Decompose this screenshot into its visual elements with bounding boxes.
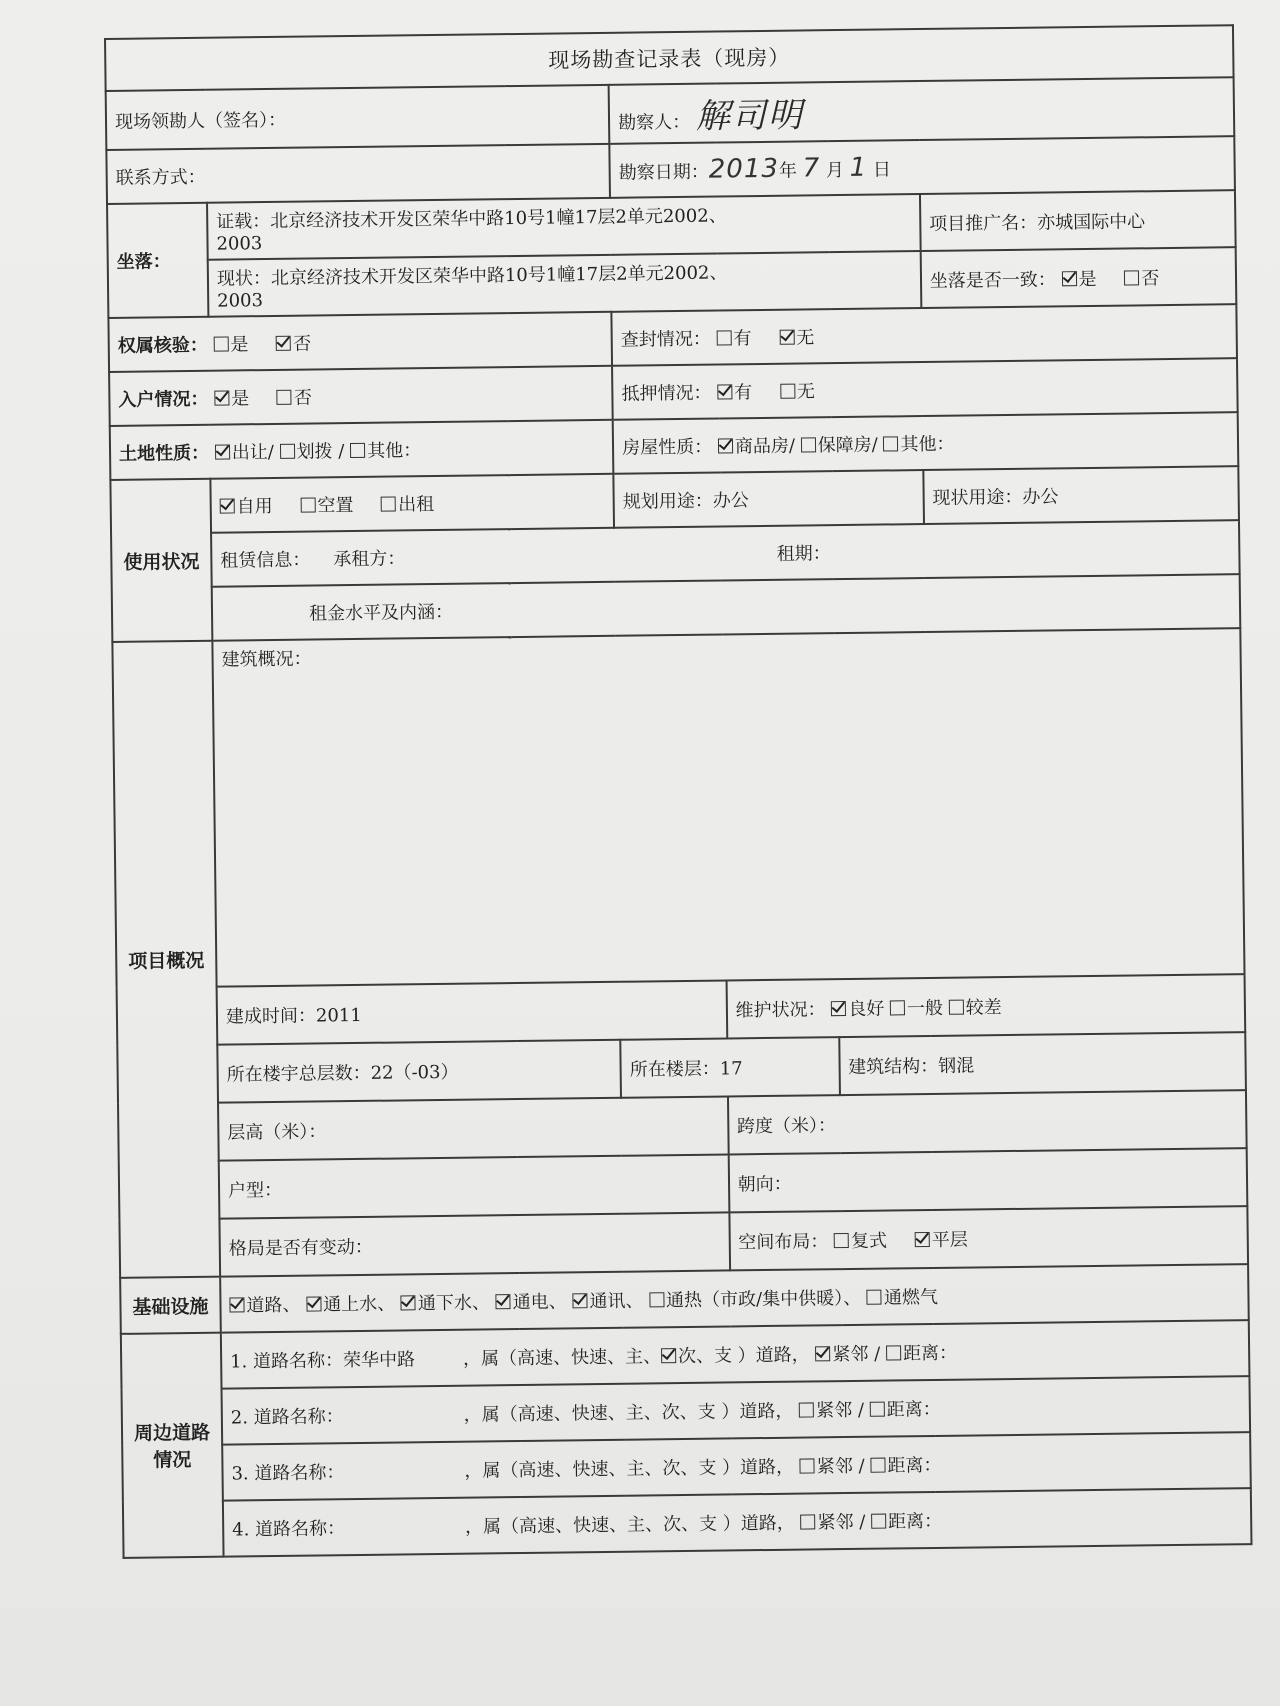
building-overview-field[interactable] <box>212 628 1244 987</box>
road-4-secondary-label: 次、 <box>662 1513 700 1536</box>
road-3-adjacent-checkbox[interactable] <box>800 1458 815 1473</box>
road-4-prefix: 4. 道路名称： <box>232 1518 346 1541</box>
actual-address-line1: 现状：北京经济技术开发区荣华中路10号1幢17层2单元2002、 <box>216 262 728 290</box>
road-1-name[interactable]: 荣华中路 <box>342 1349 416 1372</box>
rent-level-label: 租金水平及内涵： <box>308 601 454 625</box>
occupancy-label: 入户情况： <box>118 388 209 411</box>
land-other-label: 其他： <box>367 440 422 462</box>
road-1-tail-text: 支 ）道路， <box>713 1344 810 1367</box>
location-consistency <box>920 247 1236 308</box>
road-4-separator: / <box>859 1511 866 1533</box>
orientation-label: 朝向： <box>737 1173 792 1196</box>
house-row <box>613 412 1239 474</box>
span-label: 跨度（米）： <box>736 1115 837 1138</box>
maint-normal-label: 一般 <box>906 997 944 1020</box>
lessee-label: 承租方： <box>333 548 406 571</box>
road-3-grade-text: ，属（高速、快速、主、 <box>464 1458 663 1482</box>
road-4-tail-text: 支 ）道路， <box>698 1512 795 1535</box>
project-name: 项目推广名：亦城国际中心 <box>920 190 1236 251</box>
road-1-secondary-checkbox[interactable] <box>661 1348 676 1363</box>
house-commercial-checkbox[interactable] <box>718 438 733 453</box>
roads-section-line2: 情况 <box>153 1449 192 1472</box>
road-3-prefix: 3. 道路名称： <box>231 1462 345 1485</box>
infra-telecom-checkbox[interactable] <box>572 1293 587 1308</box>
infra-gas-checkbox[interactable] <box>867 1290 882 1305</box>
occupancy-no-label: 否 <box>293 387 313 409</box>
consistent-yes-label: 是 <box>1078 268 1097 290</box>
road-3-adjacent-label: 紧邻 <box>816 1455 853 1478</box>
ownership-no-checkbox[interactable] <box>276 336 291 351</box>
road-2-secondary-label: 次、 <box>661 1401 698 1424</box>
inspector-field[interactable] <box>609 77 1235 144</box>
occupancy-yes-checkbox[interactable] <box>214 390 229 405</box>
land-row <box>110 420 614 480</box>
infra-power-label: 通电、 <box>512 1291 567 1314</box>
mortgage-yes-checkbox[interactable] <box>717 384 732 399</box>
house-affordable-label: 保障房/ <box>817 434 878 457</box>
layout-change-label: 格局是否有变动： <box>228 1236 373 1260</box>
inspector-label: 勘察人： <box>618 111 691 134</box>
ownership-row <box>108 312 612 372</box>
date-field[interactable] <box>609 136 1235 198</box>
house-label: 房屋性质： <box>622 436 713 459</box>
maintenance-label: 维护状况： <box>735 999 826 1022</box>
spatial-layout-row <box>729 1206 1248 1270</box>
road-2-tail-text: 支 ）道路， <box>697 1400 794 1423</box>
infra-power-checkbox[interactable] <box>496 1294 511 1309</box>
road-1-distance-label: 距离： <box>902 1342 958 1365</box>
mortgage-label: 抵押情况： <box>621 382 712 405</box>
road-1-secondary-label: 次、 <box>677 1345 715 1368</box>
project-section-label: 项目概况 <box>112 641 220 1278</box>
infra-water-up-checkbox[interactable] <box>306 1296 321 1311</box>
road-3-secondary-label: 次、 <box>662 1457 699 1480</box>
road-4-name[interactable] <box>345 1533 465 1534</box>
occupancy-row <box>109 366 613 426</box>
infrastructure-section-label: 基础设施 <box>120 1277 221 1334</box>
seizure-yes-checkbox[interactable] <box>716 330 731 345</box>
infra-heat-checkbox[interactable] <box>649 1292 664 1307</box>
mortgage-yes-label: 有 <box>734 382 753 404</box>
land-label: 土地性质： <box>118 442 210 465</box>
seizure-no-label: 无 <box>796 327 815 349</box>
spatial-duplex-checkbox[interactable] <box>834 1233 849 1248</box>
vacant-label: 空置 <box>317 494 354 517</box>
mortgage-no-label: 无 <box>796 381 816 403</box>
date-year: 2013 <box>708 153 780 185</box>
road-2-adjacent-checkbox[interactable] <box>799 1402 814 1417</box>
span-field[interactable] <box>728 1090 1247 1154</box>
road-3-distance-checkbox[interactable] <box>870 1458 885 1473</box>
road-4-adjacent-label: 紧邻 <box>817 1511 854 1534</box>
road-2-distance-checkbox[interactable] <box>870 1402 885 1417</box>
road-1-prefix: 1. 道路名称： <box>230 1350 344 1373</box>
consistent-yes-checkbox[interactable] <box>1061 271 1076 286</box>
form-table <box>104 24 1252 1559</box>
lead-label: 现场领勘人（签名）： <box>114 109 287 133</box>
orientation-field[interactable] <box>728 1148 1247 1212</box>
infra-road-checkbox[interactable] <box>229 1297 244 1312</box>
house-commercial-label: 商品房/ <box>734 435 796 458</box>
house-other-label: 其他： <box>900 433 955 456</box>
current-floor: 所在楼层：17 <box>620 1037 839 1098</box>
inspector-signature: 解司明 <box>695 95 805 137</box>
roads-section-line1: 周边道路 <box>133 1421 211 1445</box>
lease-info-label: 租赁信息： <box>220 549 311 572</box>
roads-section-label <box>121 1333 224 1558</box>
consistent-no-label: 否 <box>1141 267 1160 289</box>
road-1-adjacent-label: 紧邻 <box>832 1343 869 1366</box>
date-day-unit: 日 <box>872 159 892 181</box>
date-year-unit: 年 <box>778 160 798 182</box>
road-2-grade-text: ，属（高速、快速、主、 <box>463 1402 662 1426</box>
lead-signature-field[interactable] <box>106 85 610 150</box>
cert-address-line2: 2003 <box>216 233 263 255</box>
cert-address <box>207 194 920 260</box>
road-4-grade-text: ，属（高速、快速、主、 <box>464 1514 664 1538</box>
rented-checkbox[interactable] <box>381 496 396 511</box>
unit-type-field[interactable] <box>219 1154 729 1218</box>
current-use: 现状用途：办公 <box>923 466 1239 524</box>
land-allocate-label: 划拨 / <box>296 441 345 463</box>
infra-telecom-label: 通讯、 <box>589 1290 644 1313</box>
road-4-distance-label: 距离： <box>887 1510 943 1533</box>
spatial-label: 空间布局： <box>738 1231 829 1254</box>
form-title: 现场勘查记录表（现房） <box>105 25 1234 91</box>
infra-heat-label: 通热（市政/集中供暖）、 <box>665 1287 862 1312</box>
actual-address-line2: 2003 <box>217 290 264 312</box>
road-1-distance-checkbox[interactable] <box>886 1345 901 1360</box>
vacant-checkbox[interactable] <box>300 497 315 512</box>
seizure-yes-label: 有 <box>733 328 752 350</box>
road-4-adjacent-checkbox[interactable] <box>800 1514 815 1529</box>
unit-type-label: 户型： <box>227 1179 283 1202</box>
road-4-distance-checkbox[interactable] <box>871 1514 886 1529</box>
date-month: 7 <box>802 153 821 184</box>
usage-options <box>210 474 614 533</box>
maint-poor-checkbox[interactable] <box>949 1000 964 1015</box>
land-other-checkbox[interactable] <box>350 443 365 458</box>
occupancy-yes-label: 是 <box>231 388 250 410</box>
road-2-separator: / <box>857 1399 865 1421</box>
road-3-distance-label: 距离： <box>887 1454 942 1477</box>
road-3-tail-text: 支 ）道路， <box>698 1456 795 1479</box>
ownership-yes-label: 是 <box>230 334 249 356</box>
land-transfer-checkbox[interactable] <box>215 444 230 459</box>
mortgage-row <box>612 358 1238 420</box>
infra-water-down-checkbox[interactable] <box>401 1295 416 1310</box>
usage-section-label: 使用状况 <box>110 479 212 642</box>
maint-good-label: 良好 <box>848 998 885 1020</box>
road-2-prefix: 2. 道路名称： <box>230 1406 344 1429</box>
maint-poor-label: 较差 <box>965 997 1002 1019</box>
date-month-unit: 月 <box>825 159 845 182</box>
seizure-no-checkbox[interactable] <box>779 330 794 345</box>
road-3-separator: / <box>858 1455 865 1477</box>
built-time: 建成时间：2011 <box>217 980 727 1044</box>
spatial-flat-label: 平层 <box>931 1229 968 1251</box>
floor-height-label: 层高（米）： <box>227 1121 327 1144</box>
road-2-adjacent-label: 紧邻 <box>816 1399 853 1422</box>
floor-height-field[interactable] <box>218 1096 728 1160</box>
total-floors: 所在楼宇总层数：22（-03） <box>217 1040 621 1103</box>
planned-use: 规划用途：办公 <box>613 470 923 528</box>
cert-address-line1: 证载：北京经济技术开发区荣华中路10号1幢17层2单元2002、 <box>216 205 727 233</box>
road-1-adjacent-checkbox[interactable] <box>815 1346 830 1361</box>
date-day: 1 <box>849 152 868 183</box>
seizure-row <box>611 304 1237 366</box>
road-1-grade-text: ，属（高速、快速、主、 <box>462 1346 662 1370</box>
maint-good-checkbox[interactable] <box>831 1001 846 1016</box>
road-2-distance-label: 距离： <box>886 1398 941 1421</box>
road-row <box>223 1488 1252 1557</box>
infra-water-up-label: 通上水、 <box>323 1293 396 1316</box>
actual-address <box>208 251 921 317</box>
land-allocate-checkbox[interactable] <box>280 444 295 459</box>
road-1-separator: / <box>874 1343 881 1365</box>
seizure-label: 查封情况： <box>620 328 711 351</box>
building-overview-label: 建筑概况： <box>221 648 312 671</box>
self-use-checkbox[interactable] <box>220 498 235 513</box>
maintenance-row <box>726 974 1245 1038</box>
spatial-duplex-label: 复式 <box>850 1230 888 1252</box>
spatial-flat-checkbox[interactable] <box>915 1232 930 1247</box>
building-structure: 建筑结构：钢混 <box>839 1032 1246 1095</box>
date-label: 勘察日期： <box>618 161 709 184</box>
land-transfer-label: 出让/ <box>231 441 275 464</box>
occupancy-no-checkbox[interactable] <box>277 390 292 405</box>
ownership-yes-checkbox[interactable] <box>213 337 228 352</box>
consistent-no-checkbox[interactable] <box>1124 270 1139 285</box>
inspection-form <box>104 24 1254 1658</box>
ownership-label: 权属核验： <box>117 334 208 357</box>
road-2-name[interactable] <box>344 1421 464 1422</box>
layout-change-field[interactable] <box>219 1212 729 1276</box>
house-other-checkbox[interactable] <box>883 436 898 451</box>
mortgage-no-checkbox[interactable] <box>780 384 795 399</box>
rented-label: 出租 <box>398 494 435 516</box>
location-label: 坐落： <box>107 203 208 318</box>
maint-normal-checkbox[interactable] <box>890 1000 905 1015</box>
contact-field[interactable] <box>106 144 610 204</box>
ownership-no-label: 否 <box>293 333 312 355</box>
lease-term-label: 租期： <box>776 543 831 565</box>
infra-road-label: 道路、 <box>246 1294 301 1317</box>
house-affordable-checkbox[interactable] <box>801 437 816 452</box>
infra-water-down-label: 通下水、 <box>417 1292 491 1315</box>
contact-label: 联系方式： <box>115 166 206 189</box>
consistency-label: 坐落是否一致： <box>929 268 1056 292</box>
infra-gas-label: 通燃气 <box>883 1286 939 1309</box>
self-use-label: 自用 <box>236 495 273 518</box>
road-3-name[interactable] <box>344 1477 464 1478</box>
